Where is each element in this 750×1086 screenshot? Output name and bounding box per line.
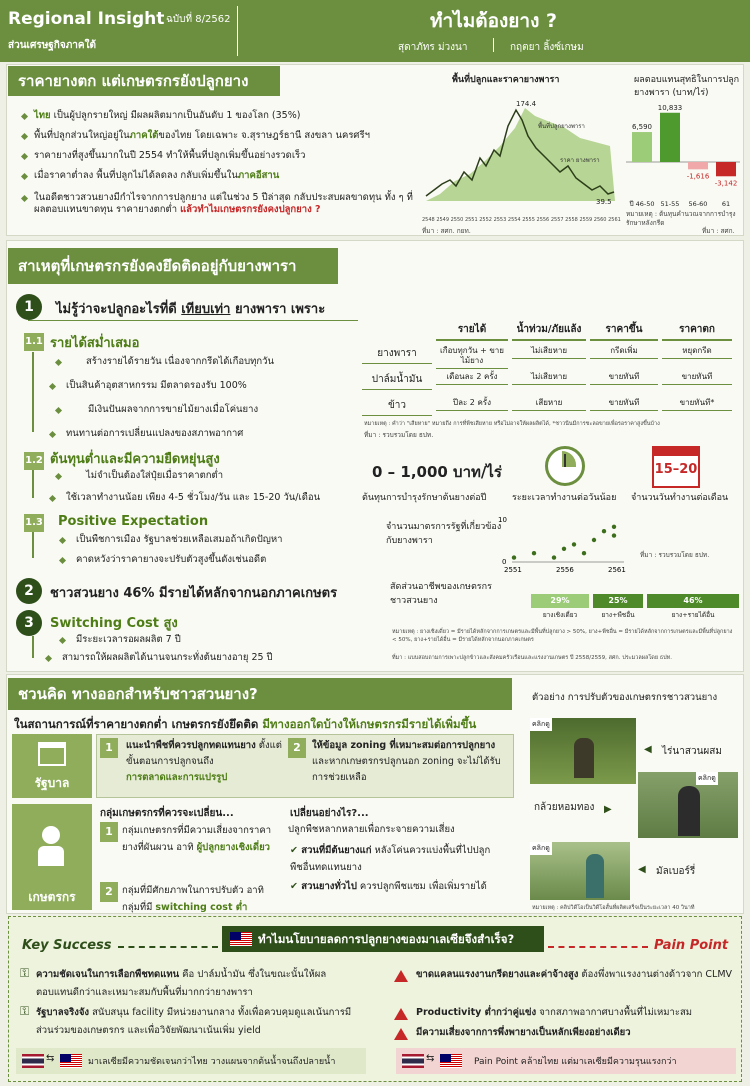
farmer-photo xyxy=(678,786,700,836)
check-item-2 xyxy=(290,878,502,895)
key-success-1 xyxy=(36,966,346,1002)
bullet-text: เมื่อราคาต่ำลง พื้นที่ปลูกไม่ได้ลดลง กลับเพิ่มขึ้นใน xyxy=(34,170,238,181)
bar-value-label: 6,590 xyxy=(631,123,653,132)
area-chart-title: พื้นที่ปลูกและราคายางพารา xyxy=(452,75,560,85)
planted-area xyxy=(426,108,615,201)
bar-ปี 46-50 xyxy=(632,132,652,162)
click-tag[interactable]: คลิกดู xyxy=(530,842,552,855)
vs-icon: ⇆ xyxy=(426,1053,435,1064)
bullet-text: ราคายางที่สูงขึ้นมากในปี 2554 ทำให้พื้นที่ปลูกเพิ่มขึ้นอย่างรวดเร็ว xyxy=(34,150,306,161)
check-text: ควรปลูกพืชแซม เพื่อเพิ่มรายได้ xyxy=(356,881,487,892)
page-header xyxy=(0,0,750,62)
video-thumbnail-3[interactable] xyxy=(530,842,630,900)
sub-1-1: 1.1 xyxy=(24,333,44,351)
bullet-text: พื้นที่ปลูกส่วนใหญ่อยู่ใน xyxy=(34,130,130,141)
measure-point xyxy=(552,555,556,559)
crop-comparison-table xyxy=(362,322,737,422)
bar-value-label: -1,616 xyxy=(686,172,710,181)
malaysia-flag-icon xyxy=(60,1054,82,1068)
measure-point xyxy=(572,542,576,546)
cost-label: ต้นทุนการบำรุงรักษาต้นยางต่อปี xyxy=(362,493,487,503)
tree-line xyxy=(32,636,34,658)
measure-point xyxy=(562,547,566,551)
cause-number-3: 3 xyxy=(16,610,42,636)
table-cell: ไม่เสียหาย xyxy=(512,370,586,385)
check-item-1 xyxy=(290,842,502,876)
bar-category-label: 61 xyxy=(721,200,731,208)
government-icon xyxy=(38,742,66,766)
bullet xyxy=(22,170,402,182)
occupation-bar-label: ยางเชิงเดี่ยว xyxy=(542,611,578,619)
tree-line xyxy=(32,352,34,432)
occupation-bar-label: ยาง+รายได้อื่น xyxy=(671,611,715,619)
table-cell: กรีดเพิ่ม xyxy=(590,344,658,359)
cause-1-heading xyxy=(56,298,325,319)
sub-bullet xyxy=(50,380,247,392)
example-2-label: กล้วยหอมทอง xyxy=(534,802,595,813)
solutions-question xyxy=(14,716,476,734)
table-cell: ขายทันที xyxy=(590,370,658,385)
issue-number: ฉบับที่ 8/2562 xyxy=(166,14,231,25)
pain-footer xyxy=(396,1048,736,1074)
point-title: แนะนำพืชที่ควรปลูกทดแทนยาง xyxy=(126,740,256,751)
farmer-label: เกษตรกร xyxy=(28,890,76,904)
bullet-text: เป็นผู้ปลูกรายใหญ่ มีผลผลิตมากเป็นอันดับ 1 ของโลก (35%) xyxy=(50,110,301,121)
diversify-text: ปลูกพืชหลากหลายเพื่อกระจายความเสี่ยง xyxy=(288,824,455,835)
bar-56-60 xyxy=(688,162,708,169)
point-emphasis: การตลาดและการแปรรูป xyxy=(126,772,228,783)
header-divider xyxy=(237,6,238,56)
bar-61 xyxy=(716,162,736,176)
occupation-bars xyxy=(531,594,731,626)
pain-point-3: มีความเสี่ยงจากการพึ่งพายางเป็นหลักเพียงอย่างเดียว xyxy=(416,1027,631,1038)
farmer-icon-body xyxy=(38,846,64,866)
sub-1-2-title: ต้นทุนต่ำและมีความยืดหยุ่นสูง xyxy=(50,452,220,467)
point-text: กลุ่มที่มีศักยภาพในการปรับตัว อาทิ กลุ่มที่มี xyxy=(122,885,264,913)
heading-text: ยางพารา เพราะ xyxy=(230,302,326,317)
point-text: กลุ่มเกษตรกรที่มีความเสี่ยงจากราคายางที่ผันผวน อาทิ xyxy=(122,825,272,853)
author-2: กฤตยา ลิ้งซ์เกษม xyxy=(510,42,584,53)
cause-number-2: 2 xyxy=(16,578,42,604)
example-3-label: มัลเบอร์รี่ xyxy=(656,866,696,877)
key-icon: ⚿ xyxy=(20,1004,30,1018)
y-tick: 0 xyxy=(502,558,507,566)
sub-bullet xyxy=(56,404,258,416)
sub-1-3-title: Positive Expectation xyxy=(58,514,209,529)
key-title: รัฐบาลจริงจัง xyxy=(36,1007,90,1018)
farmer-tile xyxy=(12,804,92,910)
y-tick: 10 xyxy=(498,516,507,524)
x-tick: 2561 xyxy=(608,566,626,574)
bullet-question: แล้วทำไมเกษตรกรยังคงปลูกยาง ? xyxy=(180,204,321,215)
farmer-question-1: กลุ่มเกษตรกรที่ควรจะเปลี่ยน... xyxy=(100,808,234,819)
chart-source: ที่มา : สศก. กยท. xyxy=(422,227,471,235)
thailand-flag-icon xyxy=(22,1054,44,1068)
table-source: ที่มา : รวบรวมโดย ธปท. xyxy=(364,431,434,439)
calendar-label: จำนวนวันทำงานต่อเดือน xyxy=(631,493,729,503)
sub-bullet xyxy=(56,356,274,368)
point-text: ตั้งแต่ขั้นตอนการปลูกจนถึง xyxy=(126,740,282,767)
return-bar-chart xyxy=(622,100,744,212)
click-tag[interactable]: คลิกดู xyxy=(530,718,552,731)
tree-line xyxy=(32,470,34,498)
video-thumbnail-1[interactable] xyxy=(530,718,636,784)
table-header: น้ำท่วม/ภัยแล้ง xyxy=(512,322,586,341)
sub-bullet xyxy=(60,554,266,566)
arrow-icon: ◀ xyxy=(638,864,646,875)
table-cell: เสียหาย xyxy=(512,396,586,411)
video-thumbnail-2[interactable] xyxy=(638,772,738,838)
key-title: ความชัดเจนในการเลือกพืชทดแทน xyxy=(36,969,180,980)
point-text: และหากเกษตรกรปลูกนอก zoning จะไม่ได้รับการช่วยเหลือ xyxy=(312,756,501,783)
return-note: หมายเหตุ : ต้นทุนคำนวณจากการบำรุงรักษาหลังกรีด xyxy=(626,210,736,227)
check-title: สวนที่มีต้นยางแก่ xyxy=(301,845,372,856)
heading-emphasis: เทียบเท่า xyxy=(181,302,231,317)
cost-value: 0 – 1,000 บาท/ไร่ xyxy=(372,463,502,481)
bullet-text: ในอดีตชาวสวนยางมีกำไรจากการปลูกยาง แต่ในช่วง 5 ปีล่าสุด กลับประสบผลขาดทุน ทั้ง ๆ ที่ผลตอบแทนขาดทุน ราคายางตกต่ำ xyxy=(34,192,413,215)
sub-bullet xyxy=(46,652,273,664)
author-1: สุดาภัทร ม่วงนา xyxy=(398,42,468,53)
table-cell: ขายทันที xyxy=(662,370,732,385)
key-text: คือ ปาล์มน้ำมัน ซึ่งในขณะนั้นให้ผลตอบแทนดีกว่าและเหมาะสมกับพื้นที่มากกว่ายางพารา xyxy=(36,969,327,998)
pain-point-2 xyxy=(416,1004,736,1022)
check-icon: ✔ xyxy=(290,881,302,892)
calendar-icon xyxy=(652,446,700,488)
measure-point xyxy=(512,555,516,559)
gov-point-2: 2 xyxy=(288,738,306,758)
pain-footer-text: Pain Point คล้ายไทย แต่มาเลเซียมีความรุนแรงกว่า xyxy=(474,1057,677,1067)
bar-value-label: -3,142 xyxy=(714,179,738,188)
pain-text: จากสภาพอากาศบางพื้นที่ไม่เหมาะสม xyxy=(536,1007,693,1018)
bullet xyxy=(22,192,422,216)
table-row-label: ปาล์มน้ำมัน xyxy=(362,370,432,390)
examples-title: ตัวอย่าง การปรับตัวของเกษตรกรชาวสวนยาง xyxy=(532,692,718,703)
bullet-keyword: ไทย xyxy=(34,110,51,121)
brand-title: Regional Insight xyxy=(8,9,165,29)
bullet xyxy=(22,130,402,142)
key-footer xyxy=(16,1048,366,1074)
peak-label: 174.4 xyxy=(516,100,537,108)
last-label: 39.5 xyxy=(596,198,612,206)
section-1-title: ราคายางตก แต่เกษตรกรยังปลูกยาง xyxy=(8,66,280,96)
bullet-keyword: ภาคใต้ xyxy=(129,130,159,141)
occupation-bar: 46% xyxy=(647,594,739,608)
bullet-text: ไม่จำเป็นต้องใส่ปุ๋ยเมื่อราคาตกต่ำ xyxy=(86,470,224,481)
bullet-text: ใช้เวลาทำงานน้อย เพียง 4-5 ชั่วโมง/วัน และ 15-20 วัน/เดือน xyxy=(66,492,321,503)
bullet-text: มีเงินปันผลจากการขายไม้ยางเมื่อโค่นยาง xyxy=(88,404,259,415)
question-emphasis: มีทางออกใดบ้างให้เกษตรกรมีรายได้เพิ่มขึ้น xyxy=(262,717,477,731)
measure-point xyxy=(532,551,536,555)
clock-icon xyxy=(545,446,585,486)
scatter-source: ที่มา : รวบรวมโดย ธปท. xyxy=(640,551,710,559)
sub-1-2: 1.2 xyxy=(24,452,44,470)
check-text: หลังโค่นควรแบ่งพื้นที่ไปปลูกพืชอื่นทดแทนยาง xyxy=(290,845,491,873)
gov-point-1-text xyxy=(126,738,286,786)
cause-number-1: 1 xyxy=(16,294,42,320)
occupation-bar: 25% xyxy=(593,594,643,608)
table-cell: เดือนละ 2 ครั้ง xyxy=(436,370,508,385)
price-label: ราคา ยางพารา xyxy=(560,157,600,164)
table-row-label: ข้าว xyxy=(362,396,432,416)
key-footer-text: มาเลเซียมีความชัดเจนกว่าไทย วางแผนจากต้นน้ำจนถึงปลายน้ำ xyxy=(88,1057,336,1067)
bullet-text: คาดหวังว่าราคายางจะปรับตัวสูงขึ้นดังเช่นอดีต xyxy=(76,554,267,565)
table-cell: ปีละ 2 ครั้ง xyxy=(436,396,508,411)
farmer-icon xyxy=(42,826,60,844)
sub-bullet xyxy=(50,492,320,504)
section-4-title xyxy=(222,926,544,952)
key-success-line xyxy=(118,946,218,948)
arrow-icon: ▶ xyxy=(604,804,612,815)
gov-point-2-text xyxy=(312,738,512,786)
bullet-text: สามารถให้ผลผลิตได้นานจนกระทั่งต้นยางอายุ 25 ปี xyxy=(62,652,273,663)
key-success-2 xyxy=(36,1004,356,1040)
click-tag[interactable]: คลิกดู xyxy=(696,772,718,785)
farmer-photo xyxy=(574,738,594,778)
malaysia-flag-icon xyxy=(230,932,252,946)
farmer-photo xyxy=(586,854,604,898)
point-title: ให้ข้อมูล zoning ที่เหมาะสมต่อการปลูกยาง xyxy=(312,740,496,751)
sub-bullet xyxy=(56,470,223,482)
government-label: รัฐบาล xyxy=(34,776,70,790)
pain-point-label: Pain Point xyxy=(654,938,729,953)
measure-point xyxy=(602,529,606,533)
bullet-text: ของไทย โดยเฉพาะ จ.สุราษฎร์ธานี สงขลา นครศรีฯ xyxy=(158,130,370,141)
bullet-text: เป็นพืชการเมือง รัฐบาลช่วยเหลือเสมอถ้าเกิดปัญหา xyxy=(76,534,283,545)
x-tick: 2556 xyxy=(556,566,574,574)
page-title: ทำไมต้องยาง ? xyxy=(430,10,558,32)
bar-category-label: ปี 46-50 xyxy=(629,200,655,208)
gov-point-1: 1 xyxy=(100,738,118,758)
pain-text: ต้องพึ่งพาแรงงานต่างด้าวจาก CLMV xyxy=(578,969,733,980)
point-emphasis: ผู้ปลูกยางเชิงเดี่ยว xyxy=(196,842,270,853)
occupation-source: ที่มา : แบบสอบถามการเพาะปลูกข้าวและสังคมครัวเรือนและแรงงานเกษตร ปี 2558/2559, สศก. ประมวลผลโดย ธปท. xyxy=(392,655,673,661)
measure-point xyxy=(582,551,586,555)
return-chart-title: ผลตอบแทนสุทธิในการปลูกยางพารา (บาท/ไร่) xyxy=(634,75,740,98)
government-tile xyxy=(12,734,92,798)
measure-point xyxy=(612,525,616,529)
tree-line xyxy=(32,532,34,558)
bullet xyxy=(22,150,402,162)
occupation-bar: 29% xyxy=(531,594,589,608)
pain-title: ขาดแคลนแรงงานกรีดยางและค่าจ้างสูง xyxy=(416,969,579,980)
sub-1-3: 1.3 xyxy=(24,514,44,532)
table-cell: ไม่เสียหาย xyxy=(512,344,586,359)
sub-bullet xyxy=(50,428,243,440)
table-cell: ขายทันที xyxy=(590,396,658,411)
measure-point xyxy=(612,533,616,537)
sub-bullet xyxy=(60,534,282,546)
occupation-note: หมายเหตุ : ยางเชิงเดี่ยว = มีรายได้หลักจากการเกษตรและมีพื้นที่ปลูกยาง > 50%, ยาง+พืชอื่น = มีรายได้หลักจากการเกษตรและมีพื้นที่ปลูกยาง < 50%, ยาง+รายได้อื่น = มีรายได้หลักจากนอกภาคเกษตร xyxy=(392,629,733,643)
divider xyxy=(28,320,358,321)
bullet-text: สร้างรายได้รายวัน เนื่องจากกรีดได้เกือบทุกวัน xyxy=(86,356,274,367)
heading-text: ไม่รู้ว่าจะปลูกอะไรที่ดี xyxy=(56,302,182,317)
occupation-label: สัดส่วนอาชีพของเกษตรกรชาวสวนยาง xyxy=(390,582,492,606)
clock-label: ระยะเวลาทำงานต่อวันน้อย xyxy=(512,493,617,503)
department: ส่วนเศรษฐกิจภาคใต้ xyxy=(8,40,96,51)
bar-category-label: 56-60 xyxy=(688,200,708,208)
return-source: ที่มา : สศก. xyxy=(702,227,735,235)
table-cell: ขายทันที* xyxy=(662,396,732,411)
question-text: ในสถานการณ์ที่ราคายางตกต่ำ เกษตรกรยังยึดติด xyxy=(14,717,263,731)
thailand-flag-icon xyxy=(402,1054,424,1068)
farm-point-1-text xyxy=(122,822,284,856)
check-icon: ✔ xyxy=(290,845,302,856)
sub-1-1-title: รายได้สม่ำเสมอ xyxy=(50,336,140,351)
bullet xyxy=(22,110,342,122)
farm-point-2-text xyxy=(122,882,284,916)
cause-2-heading: ชาวสวนยาง 46% มีรายได้หลักจากนอกภาคเกษตร xyxy=(50,586,338,601)
warning-icon xyxy=(394,1008,408,1020)
example-1-caption: ◀ xyxy=(644,744,652,755)
farm-point-2: 2 xyxy=(100,882,118,902)
point-emphasis: switching cost ต่ำ xyxy=(155,902,248,913)
sub-bullet xyxy=(60,634,181,646)
pain-point-1 xyxy=(416,966,736,984)
pain-title: Productivity ต่ำกว่าคู่แข่ง xyxy=(416,1007,537,1018)
key-icon: ⚿ xyxy=(20,966,30,980)
bar-value-label: 10,833 xyxy=(657,103,683,112)
bullet-text: ทนทานต่อการเปลี่ยนแปลงของสภาพอากาศ xyxy=(66,428,244,439)
bar-category-label: 51-55 xyxy=(660,200,680,208)
table-header: รายได้ xyxy=(436,322,508,341)
key-text: สนับสนุน facility มีหน่วยงานกลาง ทั้งเพื่อควบคุมดูแลเน้นการมีส่วนร่วมของเกษตรกร และเพื่อวิจัยพัฒนาเน้นเพิ่ม yield xyxy=(36,1007,352,1036)
table-cell: หยุดกรีด xyxy=(662,344,732,359)
farm-point-1: 1 xyxy=(100,822,118,842)
example-1-label: ไร่นาสวนผสม xyxy=(662,746,722,757)
measures-label: จำนวนมาตรการรัฐที่เกี่ยวข้องกับยางพารา xyxy=(386,522,502,546)
bullet-keyword: ภาคอีสาน xyxy=(237,170,280,181)
author-divider xyxy=(493,38,494,52)
check-title: สวนยางทั่วไป xyxy=(301,881,357,892)
vs-icon: ⇆ xyxy=(46,1053,55,1064)
section-2-title: สาเหตุที่เกษตรกรยังคงยึดติดอยู่กับยางพารา xyxy=(8,248,338,284)
table-header: ราคาตก xyxy=(662,322,732,341)
area-price-chart xyxy=(420,86,620,220)
bullet-text: เป็นสินค้าอุตสาหกรรม มีตลาดรองรับ 100% xyxy=(66,380,247,391)
table-header: ราคาขึ้น xyxy=(590,322,658,341)
malaysia-flag-icon xyxy=(440,1054,462,1068)
table-row-label: ยางพารา xyxy=(362,344,432,364)
pain-point-line xyxy=(548,946,648,948)
measures-scatter xyxy=(494,512,630,574)
x-axis-years: 2548 2549 2550 2551 2552 2553 2554 2555 2556 2557 2558 2559 2560 2561 xyxy=(422,217,621,223)
warning-icon xyxy=(394,970,408,982)
occupation-bar-label: ยาง+พืชอื่น xyxy=(601,611,635,619)
section-3-title: ชวนคิด ทางออกสำหรับชาวสวนยาง? xyxy=(8,678,512,710)
bar-51-55 xyxy=(660,113,680,162)
warning-icon xyxy=(394,1028,408,1040)
x-tick: 2551 xyxy=(504,566,522,574)
examples-note: หมายเหตุ : คลิปวิดีโอเป็นวิดีโอสั้นที่ผลิตเสร็จเป็นระยะเวลา 40 วินาที xyxy=(532,905,695,911)
area-label: พื้นที่ปลูกยางพารา xyxy=(538,123,585,130)
table-note: หมายเหตุ : คำว่า "เสียหาย" หมายถึง การที่พืชเสียหาย หรือไม่อาจให้ผลผลิตได้, *ชาวนีนมีการชะลอขายเพื่อรอราคาสูงขึ้นบ้าง xyxy=(364,421,660,427)
measure-point xyxy=(592,538,596,542)
calendar-days: 15–20 xyxy=(654,462,698,477)
section-4-title-text: ทำไมนโยบายลดการปลูกยางของมาเลเซียจึงสำเร็จ? xyxy=(258,932,515,946)
cause-3-heading: Switching Cost สูง xyxy=(50,616,178,631)
bullet-text: มีระยะเวลารอผลผลิต 7 ปี xyxy=(76,634,181,645)
table-cell: เกือบทุกวัน + ขายไม้ยาง xyxy=(436,344,508,369)
farmer-question-2: เปลี่ยนอย่างไร?... xyxy=(290,808,369,819)
key-success-label: Key Success xyxy=(22,938,112,953)
